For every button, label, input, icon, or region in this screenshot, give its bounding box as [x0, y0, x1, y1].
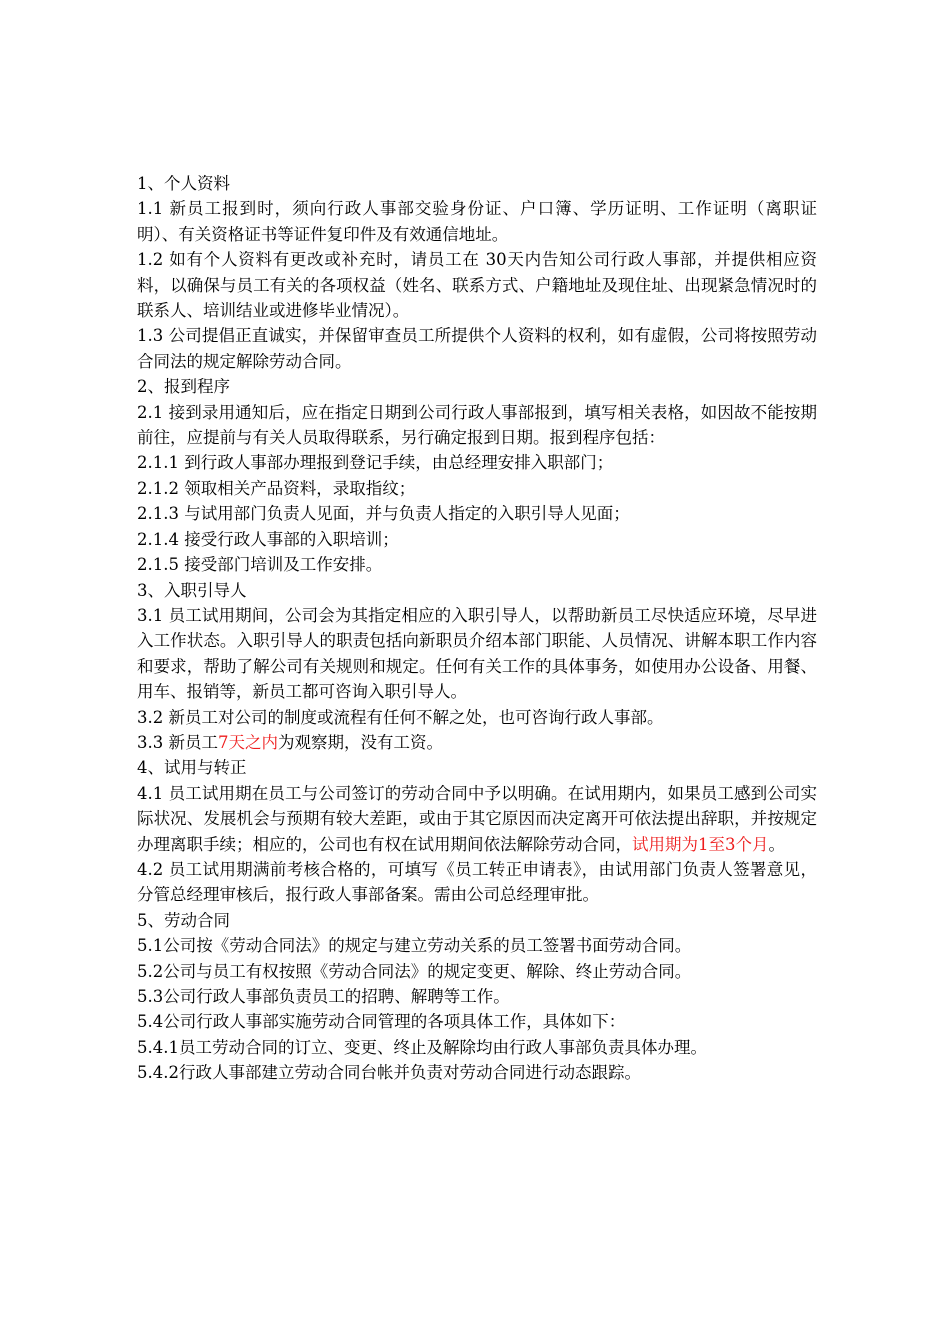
paragraph-2-1: 2.1 接到录用通知后，应在指定日期到公司行政人事部报到，填写相关表格，如因故不能按期前往，应提前与有关人员取得联系，另行确定报到日期。报到程序包括： [137, 402, 817, 448]
paragraph-5-2: 5.2公司与员工有权按照《劳动合同法》的规定变更、解除、终止劳动合同。 [137, 961, 692, 981]
paragraph-1-1: 1.1 新员工报到时，须向行政人事部交验身份证、户口簿、学历证明、工作证明（离职证明）、有关资格证书等证件复印件及有效通信地址。 [137, 199, 817, 244]
paragraph-4-2: 4.2 员工试用期满前考核合格的，可填写《员工转正申请表》，由试用部门负责人签署意见，分管总经理审核后，报行政人事部备案。需由公司总经理审批。 [137, 859, 817, 905]
paragraph-4-1-end: 。 [768, 834, 785, 854]
paragraph-5-3: 5.3公司行政人事部负责员工的招聘、解聘等工作。 [137, 987, 510, 1006]
paragraph-2-1-5: 2.1.5 接受部门培训及工作安排。 [137, 555, 383, 575]
paragraph-3-2: 3.2 新员工对公司的制度或流程有任何不解之处，也可咨询行政人事部。 [137, 707, 664, 727]
document-body [137, 171, 817, 1086]
paragraph-5-4-2: 5.4.2行政人事部建立劳动合同台帐并负责对劳动合同进行动态跟踪。 [137, 1063, 641, 1083]
observation-period-highlight: 7天之内 [218, 732, 278, 752]
probation-period-highlight: 试用期为1至3个月 [632, 834, 769, 854]
section-1-heading: 1、个人资料 [137, 174, 230, 193]
paragraph-2-1-2: 2.1.2 领取相关产品资料，录取指纹； [137, 478, 416, 498]
section-3-heading: 3、入职引导人 [137, 580, 247, 600]
paragraph-2-1-3: 2.1.3 与试用部门负责人见面，并与负责人指定的入职引导人见面； [137, 504, 630, 524]
paragraph-1-3: 1.3 公司提倡正直诚实，并保留审查员工所提供个人资料的权利，如有虚假，公司将按照劳动合同法的规定解除劳动合同。 [137, 326, 817, 371]
section-4-heading: 4、试用与转正 [137, 758, 247, 778]
section-2-heading: 2、报到程序 [137, 377, 230, 397]
paragraph-5-4: 5.4公司行政人事部实施劳动合同管理的各项具体工作，具体如下： [137, 1012, 626, 1032]
section-5-heading: 5、劳动合同 [137, 910, 230, 930]
paragraph-3-3-prefix: 3.3 新员工 [137, 732, 218, 752]
paragraph-2-1-4: 2.1.4 接受行政人事部的入职培训； [137, 529, 399, 549]
paragraph-5-1: 5.1公司按《劳动合同法》的规定与建立劳动关系的员工签署书面劳动合同。 [137, 936, 692, 956]
paragraph-3-3-suffix: 为观察期，没有工资。 [278, 732, 443, 752]
paragraph-4-1 [137, 781, 817, 857]
paragraph-1-2: 1.2 如有个人资料有更改或补充时，请员工在 30天内告知公司行政人事部，并提供相应资料，以确保与员工有关的各项权益（姓名、联系方式、户籍地址及现住址、出现紧急情况时的联系人、培训结业或进修毕业情况）。 [137, 250, 817, 321]
paragraph-3-3 [137, 730, 817, 755]
paragraph-3-1: 3.1 员工试用期间，公司会为其指定相应的入职引导人，以帮助新员工尽快适应环境，尽早进入工作状态。入职引导人的职责包括向新职员介绍本部门职能、人员情况、讲解本职工作内容和要求，帮助了解公司有关规则和规定。任何有关工作的具体事务，如使用办公设备、用餐、用车、报销等，新员工都可咨询入职引导人。 [137, 605, 817, 702]
paragraph-4-1-main: 4.1 员工试用期在员工与公司签订的劳动合同中予以明确。在试用期内，如果员工感到公司实际状况、发展机会与预期有较大差距，或由于其它原因而决定离开可依法提出辞职，并按规定办理离职手续；相应的，公司也有权在试用期间依法解除劳动合同， [137, 783, 817, 854]
paragraph-2-1-1: 2.1.1 到行政人事部办理报到登记手续，由总经理安排入职部门； [137, 453, 614, 473]
paragraph-5-4-1: 5.4.1员工劳动合同的订立、变更、终止及解除均由行政人事部负责具体办理。 [137, 1037, 707, 1057]
